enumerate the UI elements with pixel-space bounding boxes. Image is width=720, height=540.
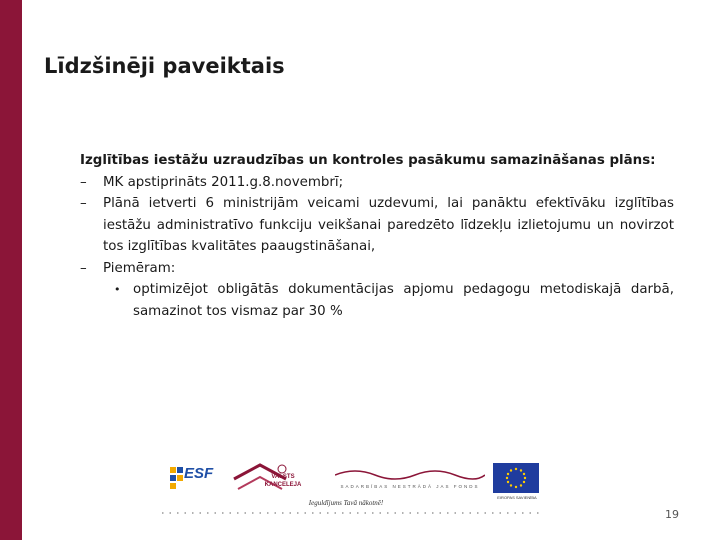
eu-logo — [493, 463, 541, 503]
dash-bullet: – — [80, 196, 87, 211]
list-item — [80, 193, 674, 258]
list-item-text: Plānā ietverti 6 ministrijām veicami uzdevumi, lai panāktu efektīvāku izglītības iestāžu administratīvo funkciju veikšanai paredzēto līdzekļu izlietojumu un novirzot tos izglītības kvalitātes paaugstināšanai, — [103, 196, 674, 254]
footer-slogan: Ieguldījums Tavā nākotnē! — [308, 499, 384, 507]
eu-flag-icon — [493, 463, 539, 493]
footer-logos — [150, 455, 550, 525]
list-item-text: Piemēram: — [103, 260, 176, 276]
page-number: 19 — [665, 508, 679, 521]
list-item-text: MK apstiprināts 2011.g.8.novembrī; — [103, 174, 344, 190]
slide-title: Līdzšinēji paveiktais — [44, 54, 285, 78]
kanceleja-text: VALSTS KANCELEJA — [264, 474, 302, 488]
dot-bullet: • — [114, 283, 121, 296]
esf-logo-text: ESF — [184, 465, 214, 482]
list-item — [80, 172, 674, 194]
sub-list-item-text: optimizējot obligātās dokumentācijas apjomu pedagogu metodiskajā darbā, samazinot tos vismaz par 30 % — [133, 282, 674, 319]
eu-text: EIROPAS SAVIENĪBA — [497, 495, 537, 500]
nfp-ornament-icon — [335, 467, 485, 481]
sub-list-item — [80, 279, 674, 322]
dotted-divider-icon — [162, 511, 542, 515]
list-item — [80, 258, 674, 280]
esf-logo — [168, 463, 218, 503]
dash-bullet: – — [80, 174, 87, 190]
side-accent-bar — [0, 0, 22, 540]
nfp-text: SADARBĪBAS NESTRĀDĀ JAS FONDS — [340, 484, 480, 489]
dash-bullet: – — [80, 260, 87, 276]
esf-mark-icon — [170, 467, 184, 489]
body-heading: Izglītības iestāžu uzraudzības un kontroles pasākumu samazināšanas plāns: — [80, 153, 656, 168]
slide-body — [80, 150, 674, 322]
nfp-logo — [335, 467, 485, 497]
